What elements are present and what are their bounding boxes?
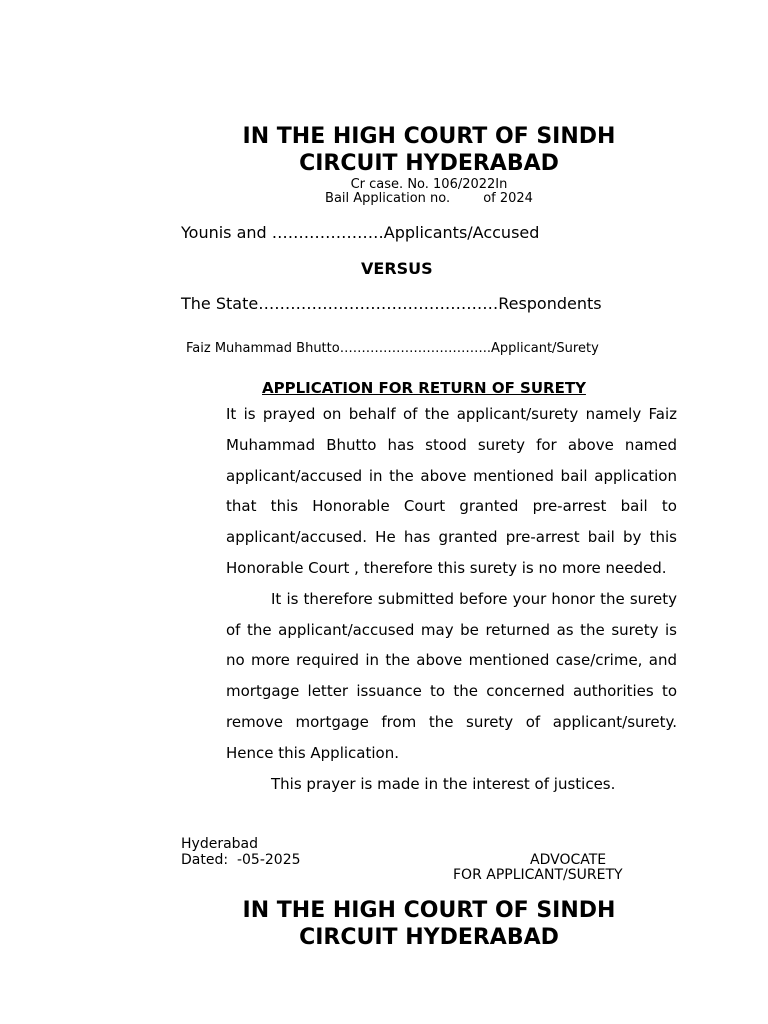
next-court-title-line2: CIRCUIT HYDERABAD — [299, 925, 559, 950]
next-court-title-line1: IN THE HIGH COURT OF SINDH — [242, 898, 616, 923]
application-body — [226, 399, 677, 799]
paragraph-3: This prayer is made in the interest of justices. — [271, 774, 616, 793]
surety-line: Faiz Muhammad Bhutto……………………………..Applicant/Surety — [186, 341, 599, 356]
court-title-line1: IN THE HIGH COURT OF SINDH — [242, 124, 616, 149]
applicants-line: Younis and …………………Applicants/Accused — [181, 223, 540, 242]
dated-label: Dated: -05-2025 — [181, 852, 301, 868]
next-page-court-title — [0, 897, 768, 951]
advocate-label: ADVOCATE — [530, 852, 607, 868]
bail-application-number: Bail Application no. of 2024 — [325, 191, 533, 206]
paragraph-1: It is prayed on behalf of the applicant/surety namely Faiz Muhammad Bhutto has stood surety for above named applicant/accused in the above mentioned bail application that this Honorable Court granted pre-arrest bail to applicant/accused. He has granted pre-arrest bail by this Honorable Court , therefore this surety is no more needed. — [226, 405, 677, 577]
place-label: Hyderabad — [181, 836, 258, 852]
application-heading: APPLICATION FOR RETURN OF SURETY — [262, 379, 586, 397]
court-title-line2: CIRCUIT HYDERABAD — [299, 151, 559, 176]
paragraph-2: It is therefore submitted before your honor the surety of the applicant/accused may be returned as the surety is no more required in the above mentioned case/crime, and mortgage letter issuance to the concerned authorities to remove mortgage from the surety of applicant/surety. Hence this Application. — [226, 589, 677, 762]
respondents-line: The State………………………………………Respondents — [181, 294, 602, 313]
case-number: Cr case. No. 106/2022In — [350, 177, 508, 192]
versus-label: VERSUS — [361, 259, 433, 278]
for-applicant-label: FOR APPLICANT/SURETY — [453, 867, 623, 883]
court-title — [0, 123, 768, 177]
